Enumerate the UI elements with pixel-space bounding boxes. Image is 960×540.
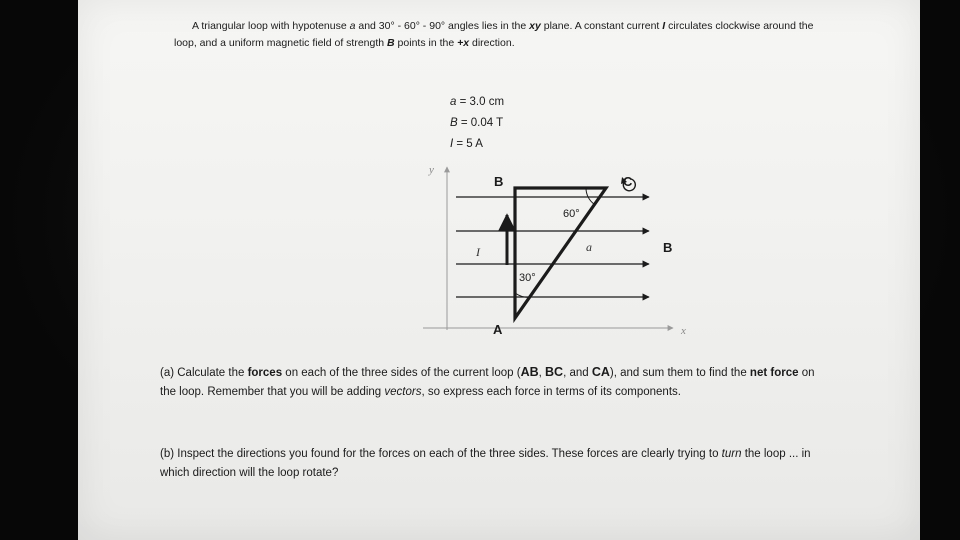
side-ca: CA <box>591 365 610 379</box>
angle-60-arc <box>586 188 595 205</box>
part-a-question: (a) Calculate the forces on each of the three sides of the current loop (AB, BC, and CA), and sum them to find the net force on the loop. Remember that you will be adding vectors, so express each force in terms of its components. <box>160 365 815 398</box>
forces-term: forces <box>247 367 283 379</box>
var-xy: xy <box>529 20 541 32</box>
vertex-c-label: C <box>623 174 633 189</box>
vectors-term: vectors <box>384 385 422 398</box>
given-i: I = 5 A <box>450 138 483 150</box>
x-axis-label: x <box>681 325 686 337</box>
given-a: a = 3.0 cm <box>450 96 505 108</box>
problem-intro: A triangular loop with hypotenuse a and 30° - 60° - 90° angles lies in the xy plane. A constant current I circulates clockwise around the loop, and a uniform magnetic field of strength B points in the +x direction. <box>174 20 814 49</box>
var-current: I <box>662 20 666 32</box>
given-b: B = 0.04 T <box>450 117 504 129</box>
turn-term: turn <box>721 448 742 460</box>
hypotenuse-label: a <box>586 240 592 254</box>
vertex-b-label: B <box>494 174 504 189</box>
angle-60-label: 60° <box>563 208 580 220</box>
side-bc: BC <box>545 365 564 379</box>
document-page <box>78 0 920 540</box>
var-a: a <box>349 20 356 32</box>
net-force-term: net force <box>749 367 799 379</box>
angle-30-label: 30° <box>519 272 536 284</box>
part-b-question: (b) Inspect the directions you found for the forces on each of the three sides. These forces are clearly trying to turn the loop ... in which direction will the loop rotate? <box>160 448 811 479</box>
given-values <box>450 92 570 155</box>
vertex-a-label: A <box>493 322 503 337</box>
current-label: I <box>476 245 480 259</box>
side-ab: AB <box>520 365 539 379</box>
y-axis-label: y <box>429 164 434 176</box>
triangle-loop <box>515 188 606 318</box>
var-plus-x: +x <box>457 37 470 49</box>
var-field: B <box>387 37 395 49</box>
triangle-loop-diagram <box>343 155 686 340</box>
field-b-label: B <box>663 240 673 255</box>
